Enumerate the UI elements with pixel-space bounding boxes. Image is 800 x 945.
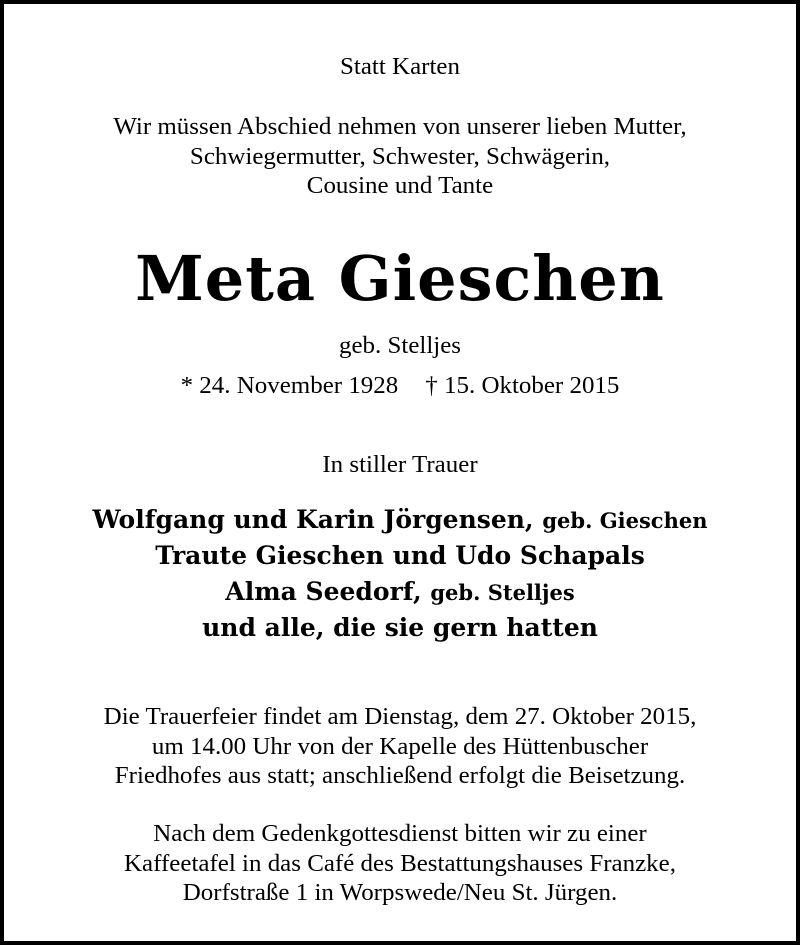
intro-line-2: Schwiegermutter, Schwester, Schwägerin, [189, 144, 611, 170]
life-dates [0, 371, 800, 401]
reception-line-2: Kaffeetafel in das Café des Bestattungshauses Franzke, [124, 851, 676, 877]
intro-line-1: Wir müssen Abschied nehmen von unserer lieben Mutter, [113, 114, 687, 140]
mourner-suffix: geb. Stelljes [430, 580, 575, 605]
mourner-name: Wolfgang und Karin Jörgensen, [92, 505, 534, 534]
service-line-2: um 14.00 Uhr von der Kapelle des Hüttenbuscher [151, 734, 649, 760]
death-date: † 15. Oktober 2015 [425, 373, 620, 399]
mourner-line [4, 574, 796, 611]
mourner-line [4, 538, 796, 574]
mourning-phrase: In stiller Trauer [322, 452, 478, 478]
service-line-3: Friedhofes aus statt; anschließend erfolgt die Beisetzung. [114, 763, 686, 789]
mourner-name: Traute Gieschen und Udo Schapals [155, 541, 645, 570]
maiden-name: geb. Stelljes [338, 333, 462, 359]
mourner-suffix: geb. Gieschen [542, 508, 708, 533]
service-line-1: Die Trauerfeier findet am Dienstag, dem 27. Oktober 2015, [103, 704, 697, 730]
intro-line-3: Cousine und Tante [306, 173, 494, 199]
birth-date: * 24. November 1928 [180, 373, 399, 399]
mourner-name: und alle, die sie gern hatten [202, 613, 598, 642]
mourner-name: Alma Seedorf, [225, 577, 422, 606]
reception-line-3: Dorfstraße 1 in Worpswede/Neu St. Jürgen. [182, 880, 618, 906]
mourner-line [4, 610, 796, 646]
header-text: Statt Karten [340, 54, 460, 80]
deceased-name: Meta Gieschen [135, 242, 665, 315]
mourner-line [4, 502, 796, 539]
reception-line-1: Nach dem Gedenkgottesdienst bitten wir zu einer [153, 821, 647, 847]
